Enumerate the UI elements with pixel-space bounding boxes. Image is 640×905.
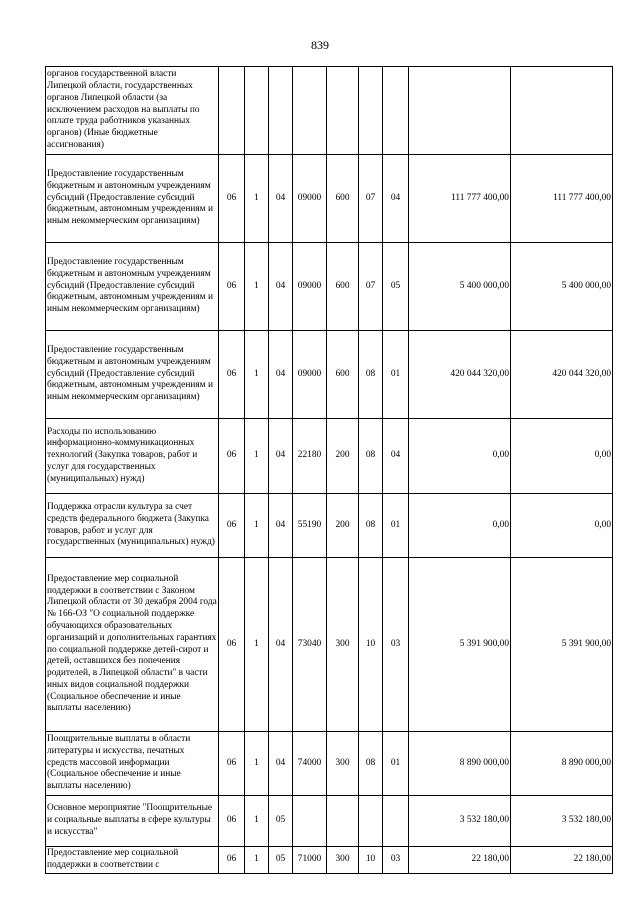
amount-cell: 0,00: [511, 494, 613, 558]
code-cell: 06: [219, 243, 245, 331]
code-cell: 08: [359, 419, 383, 494]
amount-cell: 0,00: [511, 419, 613, 494]
code-cell: 04: [269, 419, 293, 494]
table-row: [46, 732, 613, 796]
row-name: Поощрительные выплаты в области литературы и искусства, печатных средств массовой информации (Социальное обеспечение и иные выплаты населению): [46, 732, 219, 796]
code-cell: 01: [383, 331, 409, 419]
code-cell: 04: [269, 732, 293, 796]
amount-cell: 5 391 900,00: [511, 558, 613, 732]
code-cell: 09000: [293, 155, 327, 243]
code-cell: [327, 796, 359, 847]
code-cell: 1: [245, 732, 269, 796]
amount-cell: 5 400 000,00: [409, 243, 511, 331]
code-cell: 06: [219, 494, 245, 558]
table-row: [46, 243, 613, 331]
amount-cell: 111 777 400,00: [409, 155, 511, 243]
code-cell: 06: [219, 558, 245, 732]
budget-table: [45, 66, 613, 874]
code-cell: 1: [245, 331, 269, 419]
amount-cell: 3 532 180,00: [409, 796, 511, 847]
table-row: [46, 331, 613, 419]
code-cell: [383, 67, 409, 155]
table-row: [46, 67, 613, 155]
code-cell: 300: [327, 558, 359, 732]
amount-cell: 0,00: [409, 419, 511, 494]
amount-cell: 420 044 320,00: [511, 331, 613, 419]
code-cell: 71000: [293, 847, 327, 874]
amount-cell: 420 044 320,00: [409, 331, 511, 419]
code-cell: 10: [359, 558, 383, 732]
row-name: Предоставление государственным бюджетным и автономным учреждениям субсидий (Предоставление субсидий бюджетным, автономным учреждениям и иным некоммерческим организациям): [46, 243, 219, 331]
table-row: [46, 847, 613, 874]
code-cell: 200: [327, 494, 359, 558]
code-cell: 1: [245, 155, 269, 243]
code-cell: [269, 67, 293, 155]
code-cell: 07: [359, 155, 383, 243]
code-cell: 1: [245, 796, 269, 847]
code-cell: 05: [269, 796, 293, 847]
row-name: Основное мероприятие "Поощрительные и социальные выплаты в сфере культуры и искусства": [46, 796, 219, 847]
code-cell: 06: [219, 331, 245, 419]
table-row: [46, 494, 613, 558]
amount-cell: [511, 67, 613, 155]
row-name: Предоставление мер социальной поддержки в соответствии с Законом Липецкой области от 30 декабря 2004 года № 166-ОЗ "О социальной поддержке обучающихся образовательных организаций и дополнительных гарантиях по социальной поддержке детей-сирот и детей, оставшихся без попечения родителей, в Липецкой области" в части иных видов социальной поддержки (Социальное обеспечение и иные выплаты населению): [46, 558, 219, 732]
table-row: [46, 796, 613, 847]
code-cell: [383, 796, 409, 847]
code-cell: [219, 67, 245, 155]
row-name: органов государственной власти Липецкой области, государственных органов Липецкой области (за исключением расходов на выплаты по оплате труда работников указанных органов) (Иные бюджетные ассигнования): [46, 67, 219, 155]
code-cell: [245, 67, 269, 155]
amount-cell: 5 391 900,00: [409, 558, 511, 732]
code-cell: 74000: [293, 732, 327, 796]
code-cell: 10: [359, 847, 383, 874]
code-cell: [293, 67, 327, 155]
table-row: [46, 155, 613, 243]
amount-cell: 5 400 000,00: [511, 243, 613, 331]
code-cell: 04: [269, 558, 293, 732]
amount-cell: 0,00: [409, 494, 511, 558]
amount-cell: 3 532 180,00: [511, 796, 613, 847]
code-cell: 07: [359, 243, 383, 331]
code-cell: 300: [327, 847, 359, 874]
code-cell: 05: [383, 243, 409, 331]
code-cell: 04: [269, 331, 293, 419]
amount-cell: 22 180,00: [511, 847, 613, 874]
code-cell: 06: [219, 847, 245, 874]
code-cell: 04: [383, 419, 409, 494]
code-cell: 200: [327, 419, 359, 494]
row-name: Предоставление государственным бюджетным и автономным учреждениям субсидий (Предоставление субсидий бюджетным, автономным учреждениям и иным некоммерческим организациям): [46, 155, 219, 243]
code-cell: 04: [269, 494, 293, 558]
amount-cell: 22 180,00: [409, 847, 511, 874]
code-cell: 03: [383, 847, 409, 874]
code-cell: 04: [269, 155, 293, 243]
code-cell: [293, 796, 327, 847]
code-cell: 04: [269, 243, 293, 331]
code-cell: 600: [327, 155, 359, 243]
code-cell: 01: [383, 732, 409, 796]
code-cell: 1: [245, 847, 269, 874]
code-cell: 600: [327, 243, 359, 331]
amount-cell: 8 890 000,00: [409, 732, 511, 796]
code-cell: 09000: [293, 243, 327, 331]
amount-cell: [409, 67, 511, 155]
code-cell: 09000: [293, 331, 327, 419]
code-cell: 1: [245, 494, 269, 558]
code-cell: 05: [269, 847, 293, 874]
code-cell: 1: [245, 243, 269, 331]
page-number: 839: [311, 38, 329, 52]
amount-cell: 111 777 400,00: [511, 155, 613, 243]
code-cell: 1: [245, 419, 269, 494]
code-cell: 300: [327, 732, 359, 796]
table-row: [46, 419, 613, 494]
code-cell: 04: [383, 155, 409, 243]
code-cell: 01: [383, 494, 409, 558]
code-cell: 73040: [293, 558, 327, 732]
code-cell: 06: [219, 419, 245, 494]
code-cell: 600: [327, 331, 359, 419]
code-cell: [327, 67, 359, 155]
code-cell: 03: [383, 558, 409, 732]
code-cell: 08: [359, 732, 383, 796]
code-cell: 06: [219, 796, 245, 847]
table-row: [46, 558, 613, 732]
row-name: Предоставление мер социальной поддержки в соответствии с: [46, 847, 219, 874]
code-cell: 55190: [293, 494, 327, 558]
code-cell: 08: [359, 331, 383, 419]
row-name: Расходы по использованию информационно-коммуникационных технологий (Закупка товаров, работ и услуг для государственных (муниципальных) нужд): [46, 419, 219, 494]
code-cell: 1: [245, 558, 269, 732]
code-cell: 08: [359, 494, 383, 558]
code-cell: 06: [219, 155, 245, 243]
row-name: Поддержка отрасли культура за счет средств федерального бюджета (Закупка товаров, работ и услуг для государственных (муниципальных) нужд): [46, 494, 219, 558]
code-cell: 06: [219, 732, 245, 796]
code-cell: 22180: [293, 419, 327, 494]
row-name: Предоставление государственным бюджетным и автономным учреждениям субсидий (Предоставление субсидий бюджетным, автономным учреждениям и иным некоммерческим организациям): [46, 331, 219, 419]
code-cell: [359, 796, 383, 847]
amount-cell: 8 890 000,00: [511, 732, 613, 796]
code-cell: [359, 67, 383, 155]
